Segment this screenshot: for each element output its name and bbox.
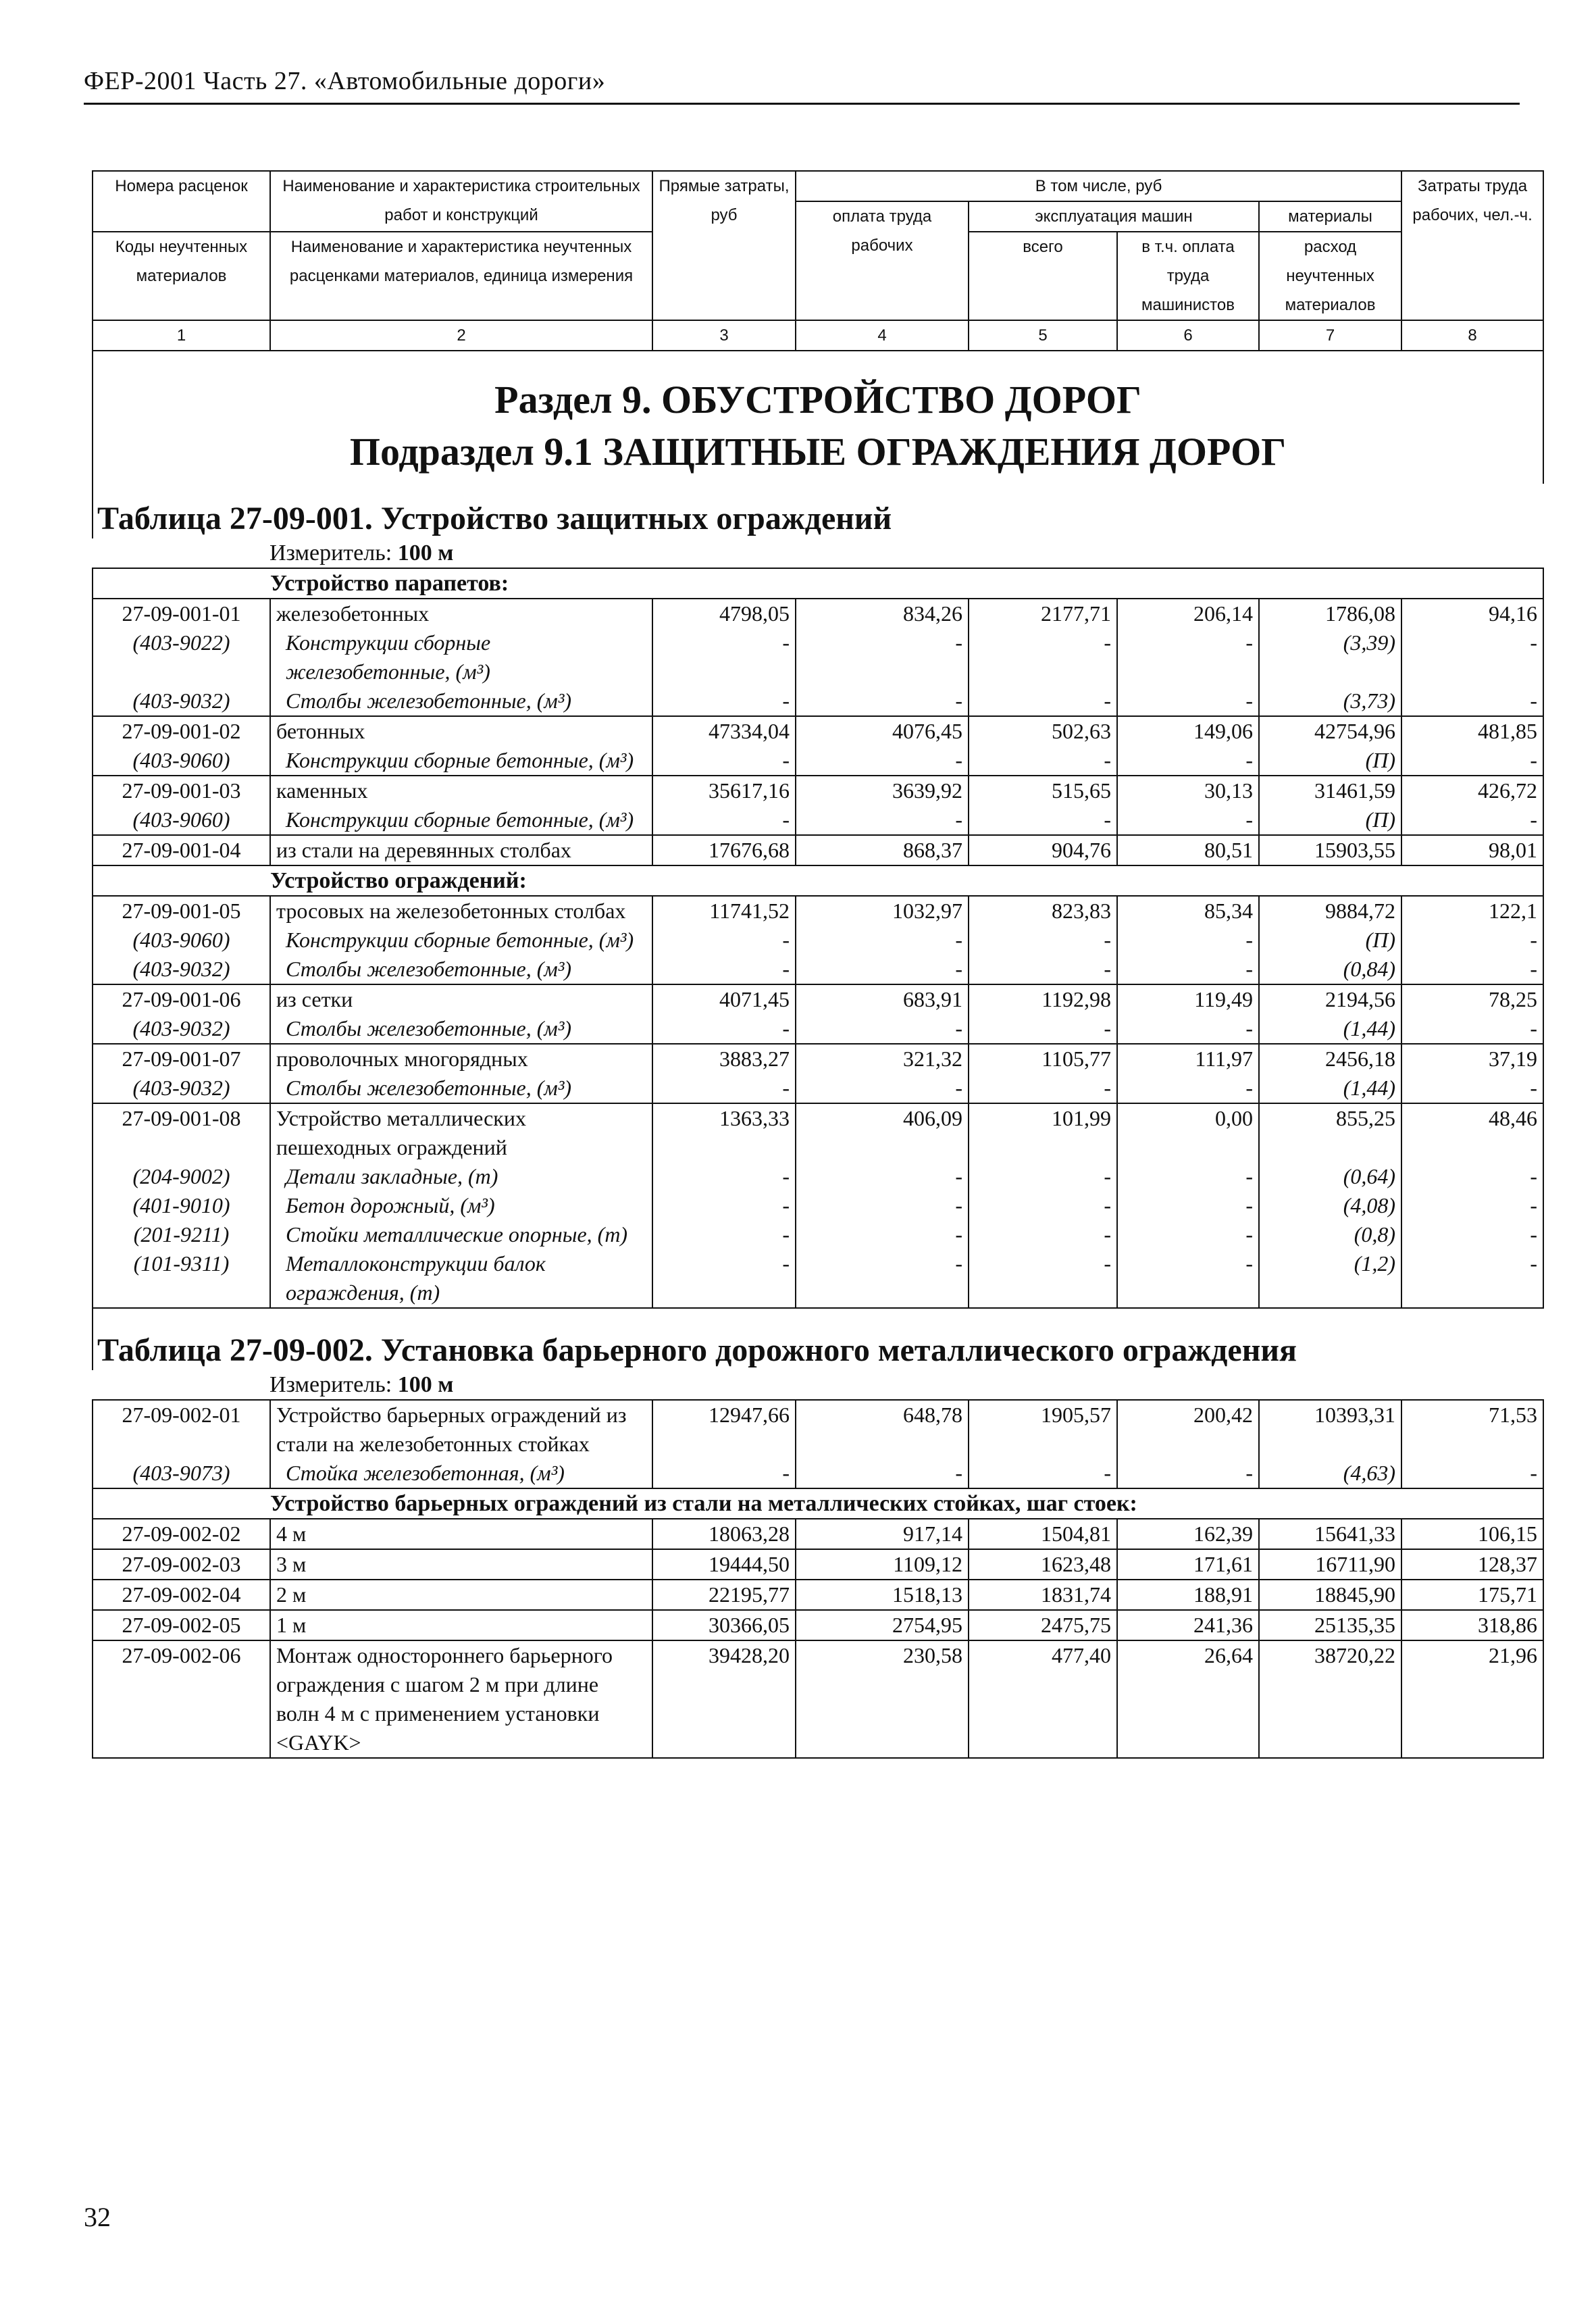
value-cell: 22195,77 [652, 1580, 796, 1610]
column-number: 1 [93, 320, 270, 351]
value-cell: 2194,56 [1259, 984, 1401, 1014]
value-cell: (1,44) [1259, 1014, 1401, 1044]
page-number: 32 [84, 2202, 111, 2232]
header-col7: расход неучтенных материалов [1259, 232, 1401, 320]
material-row [93, 955, 1543, 984]
value-cell: - [1117, 1220, 1259, 1249]
work-name: каменных [270, 776, 652, 805]
value-cell: - [1401, 926, 1543, 955]
value-cell: 26,64 [1117, 1640, 1259, 1758]
value-cell: - [796, 1249, 969, 1308]
header-col3: Прямые затраты, руб [652, 171, 796, 320]
value-cell: 648,78 [796, 1400, 969, 1459]
header-materials: материалы [1259, 201, 1401, 232]
material-row [93, 1220, 1543, 1249]
value-cell: (3,39) [1259, 628, 1401, 686]
value-cell: (3,73) [1259, 686, 1401, 716]
work-name: бетонных [270, 716, 652, 746]
header-col2-top: Наименование и характеристика строительных работ и конструкций [270, 171, 652, 232]
material-row [93, 628, 1543, 686]
value-cell: 2475,75 [969, 1610, 1117, 1640]
value-cell: 241,36 [1117, 1610, 1259, 1640]
work-name: Монтаж одностороннего барьерного ограждения с шагом 2 м при длине волн 4 м с применением установки <GAYK> [270, 1640, 652, 1758]
table1-unit: Измеритель: 100 м [93, 538, 1543, 568]
value-cell: 30366,05 [652, 1610, 796, 1640]
value-cell: - [652, 955, 796, 984]
table2-group-metal-posts: Устройство барьерных ограждений из стали на металлических стойках, шаг стоек: [93, 1488, 1543, 1519]
value-cell: - [1401, 805, 1543, 835]
value-cell: 12947,66 [652, 1400, 796, 1459]
column-number: 8 [1401, 320, 1543, 351]
material-name: Столбы железобетонные, (м³) [270, 1014, 652, 1044]
value-cell: - [969, 926, 1117, 955]
value-cell: 1105,77 [969, 1044, 1117, 1074]
value-cell: 917,14 [796, 1519, 969, 1549]
value-cell: - [796, 686, 969, 716]
value-cell: - [796, 805, 969, 835]
value-cell: - [796, 1459, 969, 1488]
value-cell: 162,39 [1117, 1519, 1259, 1549]
material-row [93, 1014, 1543, 1044]
value-cell: - [969, 1249, 1117, 1308]
value-cell: (0,84) [1259, 955, 1401, 984]
value-cell: - [796, 955, 969, 984]
material-row [93, 1191, 1543, 1220]
value-cell: (П) [1259, 926, 1401, 955]
rate-code: 27-09-002-04 [93, 1580, 270, 1610]
material-name: Конструкции сборные бетонные, (м³) [270, 926, 652, 955]
value-cell: - [652, 1014, 796, 1044]
value-cell: - [969, 1220, 1117, 1249]
rate-code: 27-09-002-01 [93, 1400, 270, 1459]
material-row [93, 1074, 1543, 1103]
value-cell: 10393,31 [1259, 1400, 1401, 1459]
value-cell: - [652, 1191, 796, 1220]
work-name: тросовых на железобетонных столбах [270, 896, 652, 926]
value-cell: 2456,18 [1259, 1044, 1401, 1074]
material-name: Детали закладные, (т) [270, 1162, 652, 1191]
rate-row [93, 1549, 1543, 1580]
value-cell: 9884,72 [1259, 896, 1401, 926]
value-cell: 1905,57 [969, 1400, 1117, 1459]
value-cell: 35617,16 [652, 776, 796, 805]
column-number: 7 [1259, 320, 1401, 351]
value-cell: - [796, 1074, 969, 1103]
value-cell: 515,65 [969, 776, 1117, 805]
value-cell: 3639,92 [796, 776, 969, 805]
value-cell: 230,58 [796, 1640, 969, 1758]
value-cell: 42754,96 [1259, 716, 1401, 746]
value-cell: 868,37 [796, 835, 969, 865]
work-name: из стали на деревянных столбах [270, 835, 652, 865]
value-cell: (0,64) [1259, 1162, 1401, 1191]
value-cell: - [969, 955, 1117, 984]
value-cell: (П) [1259, 746, 1401, 776]
value-cell: 2177,71 [969, 599, 1117, 628]
rate-row [93, 1519, 1543, 1549]
work-name: 1 м [270, 1610, 652, 1640]
value-cell: - [652, 1162, 796, 1191]
value-cell: (П) [1259, 805, 1401, 835]
header-col6: в т.ч. оплата труда машинистов [1117, 232, 1259, 320]
header-col4: оплата труда рабочих [796, 201, 969, 320]
material-row [93, 1459, 1543, 1488]
value-cell: - [1401, 955, 1543, 984]
value-cell: 188,91 [1117, 1580, 1259, 1610]
value-cell: - [1117, 746, 1259, 776]
value-cell: 47334,04 [652, 716, 796, 746]
price-table [92, 170, 1544, 1759]
value-cell: 175,71 [1401, 1580, 1543, 1610]
rate-code: 27-09-001-03 [93, 776, 270, 805]
value-cell: 106,15 [1401, 1519, 1543, 1549]
header-col2-bottom: Наименование и характеристика неучтенных расценками материалов, единица измерения [270, 232, 652, 320]
value-cell: 321,32 [796, 1044, 969, 1074]
value-cell: 21,96 [1401, 1640, 1543, 1758]
value-cell: 1032,97 [796, 896, 969, 926]
value-cell: 1518,13 [796, 1580, 969, 1610]
material-name: Конструкции сборные бетонные, (м³) [270, 805, 652, 835]
table2-unit: Измеритель: 100 м [269, 1372, 454, 1397]
header-group: В том числе, руб [796, 171, 1401, 201]
value-cell: - [1401, 1162, 1543, 1191]
work-name: Устройство барьерных ограждений из стали на железобетонных стойках [270, 1400, 652, 1459]
value-cell: 98,01 [1401, 835, 1543, 865]
value-cell: 1192,98 [969, 984, 1117, 1014]
value-cell: - [969, 1191, 1117, 1220]
rate-code: 27-09-002-06 [93, 1640, 270, 1758]
column-number: 5 [969, 320, 1117, 351]
value-cell: 48,46 [1401, 1103, 1543, 1162]
value-cell: - [969, 805, 1117, 835]
value-cell: 426,72 [1401, 776, 1543, 805]
column-number-row [93, 320, 1543, 351]
value-cell: 171,61 [1117, 1549, 1259, 1580]
material-code: (403-9032) [93, 955, 270, 984]
value-cell: - [1117, 1014, 1259, 1044]
rate-row [93, 1044, 1543, 1074]
value-cell: 30,13 [1117, 776, 1259, 805]
value-cell: 1363,33 [652, 1103, 796, 1162]
value-cell: 481,85 [1401, 716, 1543, 746]
column-number: 6 [1117, 320, 1259, 351]
material-name: Столбы железобетонные, (м³) [270, 955, 652, 984]
value-cell: 128,37 [1401, 1549, 1543, 1580]
rate-row [93, 984, 1543, 1014]
value-cell: 39428,20 [652, 1640, 796, 1758]
work-name: 3 м [270, 1549, 652, 1580]
value-cell: - [1117, 926, 1259, 955]
material-code: (403-9032) [93, 1014, 270, 1044]
value-cell: - [652, 1074, 796, 1103]
material-code: (401-9010) [93, 1191, 270, 1220]
rate-code: 27-09-002-02 [93, 1519, 270, 1549]
rate-row [93, 1103, 1543, 1162]
value-cell: - [1117, 955, 1259, 984]
rate-code: 27-09-001-07 [93, 1044, 270, 1074]
value-cell: 3883,27 [652, 1044, 796, 1074]
column-number: 3 [652, 320, 796, 351]
value-cell: 17676,68 [652, 835, 796, 865]
material-code: (204-9002) [93, 1162, 270, 1191]
value-cell: 101,99 [969, 1103, 1117, 1162]
value-cell: 200,42 [1117, 1400, 1259, 1459]
value-cell: 0,00 [1117, 1103, 1259, 1162]
value-cell: 111,97 [1117, 1044, 1259, 1074]
value-cell: - [1117, 1249, 1259, 1308]
work-name: 2 м [270, 1580, 652, 1610]
value-cell: - [969, 1162, 1117, 1191]
value-cell: 19444,50 [652, 1549, 796, 1580]
header-col1-bottom: Коды неучтенных материалов [93, 232, 270, 320]
value-cell: 855,25 [1259, 1103, 1401, 1162]
material-name: Металлоконструкции балок ограждения, (т) [270, 1249, 652, 1308]
table1-title: Таблица 27-09-001. Устройство защитных ограждений [93, 484, 1543, 538]
value-cell: - [969, 1014, 1117, 1044]
value-cell: 37,19 [1401, 1044, 1543, 1074]
material-name: Стойки металлические опорные, (т) [270, 1220, 652, 1249]
material-name: Столбы железобетонные, (м³) [270, 1074, 652, 1103]
section-title: Раздел 9. ОБУСТРОЙСТВО ДОРОГ [93, 351, 1543, 437]
value-cell: 1109,12 [796, 1549, 969, 1580]
value-cell: 80,51 [1117, 835, 1259, 865]
value-cell: 149,06 [1117, 716, 1259, 746]
value-cell: 1786,08 [1259, 599, 1401, 628]
rate-row [93, 1640, 1543, 1758]
value-cell: 4076,45 [796, 716, 969, 746]
material-code: (101-9311) [93, 1249, 270, 1308]
rate-row [93, 835, 1543, 865]
value-cell: 683,91 [796, 984, 969, 1014]
value-cell: 1623,48 [969, 1549, 1117, 1580]
value-cell: - [1401, 686, 1543, 716]
value-cell: - [652, 1249, 796, 1308]
value-cell: (1,44) [1259, 1074, 1401, 1103]
value-cell: - [652, 1220, 796, 1249]
page-header: ФЕР-2001 Часть 27. «Автомобильные дороги» [84, 67, 606, 95]
rate-code: 27-09-002-05 [93, 1610, 270, 1640]
value-cell: 15641,33 [1259, 1519, 1401, 1549]
value-cell: 94,16 [1401, 599, 1543, 628]
rate-code: 27-09-001-04 [93, 835, 270, 865]
value-cell: (0,8) [1259, 1220, 1401, 1249]
value-cell: - [652, 686, 796, 716]
value-cell: - [796, 1014, 969, 1044]
material-row [93, 926, 1543, 955]
rate-row [93, 896, 1543, 926]
rate-code: 27-09-001-01 [93, 599, 270, 628]
value-cell: - [1401, 1459, 1543, 1488]
value-cell: - [796, 1191, 969, 1220]
rate-code: 27-09-001-02 [93, 716, 270, 746]
value-cell: 38720,22 [1259, 1640, 1401, 1758]
value-cell: 318,86 [1401, 1610, 1543, 1640]
value-cell: - [1401, 1191, 1543, 1220]
value-cell: 206,14 [1117, 599, 1259, 628]
value-cell: - [1117, 1074, 1259, 1103]
value-cell: 834,26 [796, 599, 969, 628]
material-code: (403-9073) [93, 1459, 270, 1488]
value-cell: 15903,55 [1259, 835, 1401, 865]
value-cell: - [969, 1074, 1117, 1103]
material-name: Конструкции сборные бетонные, (м³) [270, 746, 652, 776]
value-cell: - [796, 628, 969, 686]
value-cell: 25135,35 [1259, 1610, 1401, 1640]
value-cell: 31461,59 [1259, 776, 1401, 805]
material-name: Стойка железобетонная, (м³) [270, 1459, 652, 1488]
value-cell: 16711,90 [1259, 1549, 1401, 1580]
value-cell: - [796, 1220, 969, 1249]
rate-code: 27-09-001-08 [93, 1103, 270, 1162]
value-cell: 78,25 [1401, 984, 1543, 1014]
value-cell: - [1117, 1162, 1259, 1191]
value-cell: 18845,90 [1259, 1580, 1401, 1610]
header-machines: эксплуатация машин [969, 201, 1259, 232]
value-cell: 122,1 [1401, 896, 1543, 926]
material-code: (403-9022) [93, 628, 270, 686]
value-cell: - [652, 805, 796, 835]
material-row [93, 1249, 1543, 1308]
value-cell: - [796, 1162, 969, 1191]
value-cell: - [1117, 686, 1259, 716]
work-name: 4 м [270, 1519, 652, 1549]
material-code: (403-9060) [93, 926, 270, 955]
value-cell: - [1401, 746, 1543, 776]
material-code: (403-9060) [93, 805, 270, 835]
value-cell: 823,83 [969, 896, 1117, 926]
value-cell: - [1401, 628, 1543, 686]
rate-row [93, 776, 1543, 805]
value-cell: 85,34 [1117, 896, 1259, 926]
value-cell: 4071,45 [652, 984, 796, 1014]
value-cell: - [969, 1459, 1117, 1488]
column-number: 2 [270, 320, 652, 351]
value-cell: - [1117, 1459, 1259, 1488]
value-cell: - [1117, 628, 1259, 686]
rate-code: 27-09-001-06 [93, 984, 270, 1014]
material-code: (403-9032) [93, 1074, 270, 1103]
value-cell: 1831,74 [969, 1580, 1117, 1610]
material-name: Конструкции сборные железобетонные, (м³) [270, 628, 652, 686]
material-row [93, 805, 1543, 835]
value-cell: 1504,81 [969, 1519, 1117, 1549]
value-cell: - [1401, 1220, 1543, 1249]
value-cell: 2754,95 [796, 1610, 969, 1640]
material-row [93, 1162, 1543, 1191]
table1-group-fences: Устройство ограждений: [93, 865, 1543, 896]
value-cell: - [969, 746, 1117, 776]
table2-title: Таблица 27-09-002. Установка барьерного дорожного металлического ограждения [93, 1308, 1543, 1370]
header-col8: Затраты труда рабочих, чел.-ч. [1401, 171, 1543, 320]
value-cell: 477,40 [969, 1640, 1117, 1758]
material-code: (403-9060) [93, 746, 270, 776]
value-cell: 904,76 [969, 835, 1117, 865]
header-col1-top: Номера расценок [93, 171, 270, 232]
rate-row [93, 1400, 1543, 1459]
rate-row [93, 1580, 1543, 1610]
material-name: Столбы железобетонные, (м³) [270, 686, 652, 716]
value-cell: (1,2) [1259, 1249, 1401, 1308]
value-cell: (4,63) [1259, 1459, 1401, 1488]
work-name: железобетонных [270, 599, 652, 628]
value-cell: - [1401, 1014, 1543, 1044]
value-cell: - [969, 686, 1117, 716]
rate-row [93, 1610, 1543, 1640]
value-cell: - [652, 926, 796, 955]
material-name: Бетон дорожный, (м³) [270, 1191, 652, 1220]
value-cell: - [796, 926, 969, 955]
table1-group-parapets: Устройство парапетов: [93, 568, 1543, 599]
material-row [93, 746, 1543, 776]
value-cell: - [1401, 1249, 1543, 1308]
value-cell: (4,08) [1259, 1191, 1401, 1220]
value-cell: - [652, 1459, 796, 1488]
header-col5: всего [969, 232, 1117, 320]
value-cell: - [1117, 805, 1259, 835]
value-cell: 4798,05 [652, 599, 796, 628]
work-name: из сетки [270, 984, 652, 1014]
rate-row [93, 599, 1543, 628]
work-name: проволочных многорядных [270, 1044, 652, 1074]
value-cell: - [1401, 1074, 1543, 1103]
value-cell: 502,63 [969, 716, 1117, 746]
value-cell: 119,49 [1117, 984, 1259, 1014]
value-cell: 11741,52 [652, 896, 796, 926]
header-rule [84, 103, 1520, 105]
column-number: 4 [796, 320, 969, 351]
rate-row [93, 716, 1543, 746]
value-cell: - [652, 628, 796, 686]
value-cell: 71,53 [1401, 1400, 1543, 1459]
value-cell: - [652, 746, 796, 776]
material-code: (403-9032) [93, 686, 270, 716]
material-code: (201-9211) [93, 1220, 270, 1249]
subsection-title: Подраздел 9.1 ЗАЩИТНЫЕ ОГРАЖДЕНИЯ ДОРОГ [93, 437, 1543, 484]
value-cell: - [1117, 1191, 1259, 1220]
work-name: Устройство металлических пешеходных ограждений [270, 1103, 652, 1162]
material-row [93, 686, 1543, 716]
rate-code: 27-09-001-05 [93, 896, 270, 926]
value-cell: - [796, 746, 969, 776]
value-cell: 18063,28 [652, 1519, 796, 1549]
value-cell: - [969, 628, 1117, 686]
value-cell: 406,09 [796, 1103, 969, 1162]
rate-code: 27-09-002-03 [93, 1549, 270, 1580]
